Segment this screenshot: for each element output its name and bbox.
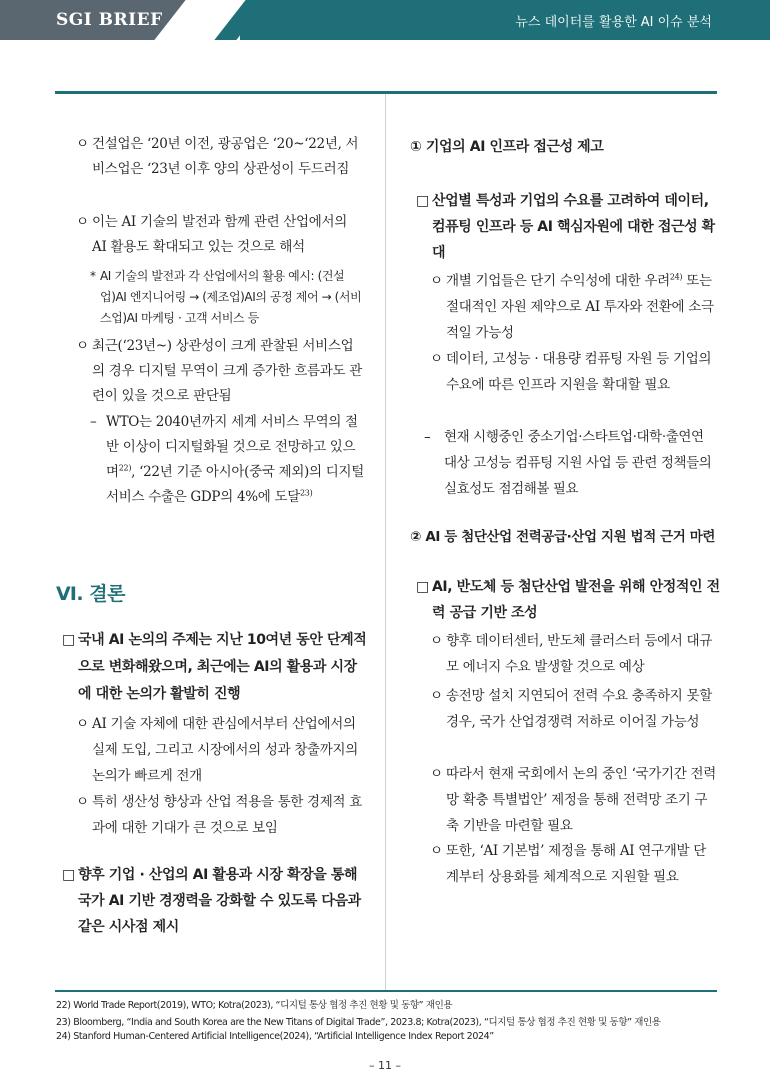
- note-text: AI 기술의 발전과 각 산업에서의 활용 예시: (건설업)AI 엔지니어링 → (제조업)AI의 공정 제어 → (서비스업)AI 마케팅 · 고객 서비스 등: [100, 269, 362, 325]
- bullet-text: 또한, ‘AI 기본법’ 제정을 통해 AI 연구개발 단계부터 상용화를 체계적으로 지원할 필요: [446, 843, 706, 885]
- page-number: – 11 –: [369, 1059, 401, 1072]
- bullet-mark: ㅇ: [76, 716, 89, 732]
- right-bullet-6: [410, 838, 718, 890]
- left-dash-wto: [56, 410, 364, 510]
- bullet-mark: ㅇ: [430, 273, 443, 289]
- right-main-1: [410, 188, 720, 266]
- bullet-text: 따라서 현재 국회에서 논의 중인 ‘국가기간 전력망 확충 특별법안’ 제정을 통해 전력망 조기 구축 기반을 마련할 필요: [446, 766, 717, 834]
- right-bullet-3: [410, 628, 718, 680]
- right-main-text: 산업별 특성과 기업의 수요를 고려하여 데이터, 컴퓨팅 인프라 등 AI 핵심자원에 대한 접근성 확대: [432, 193, 715, 261]
- bullet-mark: ㅇ: [430, 688, 443, 704]
- bullet-mark: ㅇ: [76, 136, 89, 152]
- conclusion-main-2: [56, 862, 368, 940]
- conclusion-main-1: [56, 627, 368, 708]
- section-title: Ⅵ. 결론: [56, 583, 125, 605]
- left-note-example: [56, 266, 368, 329]
- bottom-rule: [55, 990, 717, 992]
- left-bullet-1: [56, 132, 364, 182]
- dash-mark: –: [424, 429, 431, 445]
- right-heading-2: ② AI 등 첨단산업 전력공급·산업 지원 법적 근거 마련: [410, 529, 716, 545]
- bullet-text: 특히 생산성 향상과 산업 적용을 통한 경제적 효과에 대한 기대가 큰 것으로 보임: [92, 794, 363, 836]
- box-mark: □: [62, 632, 75, 648]
- conclusion-bullet-1: [56, 711, 364, 789]
- right-bullet-1: [410, 268, 718, 346]
- footnote-24: 24) Stanford Human-Centered Artificial Intelligence(2024), “Artificial Intelligence Index Report 2024”: [56, 1031, 494, 1042]
- right-main-text: AI, 반도체 등 첨단산업 발전을 위해 안정적인 전력 공급 기반 조성: [432, 579, 720, 621]
- footnote-ref-23[interactable]: 23): [299, 488, 313, 498]
- bullet-mark: ㅇ: [430, 766, 443, 782]
- dash-text: [56, 410, 364, 510]
- bullet-text: AI 기술 자체에 대한 관심에서부터 산업에서의 실제 도입, 그리고 시장에서의 성과 창출까지의 논의가 빠르게 전개: [92, 716, 359, 784]
- conclusion-text: 국내 AI 논의의 주제는 지난 10여년 동안 단계적으로 변화해왔으며, 최근에는 AI의 활용과 시장에 대한 논의가 활발히 진행: [78, 632, 367, 702]
- footnote-ref-22[interactable]: 22): [118, 463, 132, 473]
- right-bullet-5: [410, 761, 718, 839]
- right-bullet-4: [410, 683, 718, 735]
- conclusion-bullet-2: [56, 789, 364, 841]
- dash-text-a: WTO는 2040년까지 세계 서비스 무역의 절반 이상이 디지털화될 것으로 전망하고 있으며: [106, 414, 358, 480]
- bullet-text-b: 또는 절대적인 자원 제약으로 AI 투자와 전환에 소극적일 가능성: [446, 273, 714, 341]
- bullet-mark: ㅇ: [430, 633, 443, 649]
- box-mark: □: [416, 579, 429, 595]
- bullet-text: 최근(‘23년~) 상관성이 크게 관찰된 서비스업의 경우 디지털 무역이 크게 증가한 흐름과도 관련이 있을 것으로 판단됨: [92, 338, 363, 404]
- top-rule: [55, 91, 717, 94]
- brand-title: SGI BRIEF: [56, 10, 163, 30]
- bullet-mark: ㅇ: [76, 338, 89, 354]
- page-header: [0, 0, 770, 40]
- footnote-22: 22) World Trade Report(2019), WTO; Kotra(2023), “디지털 통상 협정 추진 현황 및 동향” 재인용: [56, 1000, 453, 1011]
- box-mark: □: [62, 867, 75, 883]
- bullet-text: 이는 AI 기술의 발전과 함께 관련 산업에서의 AI 활용도 확대되고 있는 것으로 해석: [92, 214, 348, 255]
- bullet-text: [410, 268, 718, 346]
- bullet-text: 데이터, 고성능 · 대용량 컴퓨팅 자원 등 기업의 수요에 따른 인프라 지원을 확대할 필요: [446, 351, 712, 393]
- dash-text: 현재 시행중인 중소기업·스타트업·대학·출연연 대상 고성능 컴퓨팅 지원 사업 등 관련 정책들의 실효성도 점검해볼 필요: [444, 429, 712, 497]
- dash-mark: –: [90, 414, 97, 430]
- conclusion-text: 향후 기업 · 산업의 AI 활용과 시장 확장을 통해 국가 AI 기반 경쟁력을 강화할 수 있도록 다음과 같은 시사점 제시: [78, 867, 361, 935]
- right-dash-1: [410, 424, 720, 502]
- box-mark: □: [416, 193, 429, 209]
- right-bullet-2: [410, 346, 718, 398]
- note-mark: *: [90, 269, 96, 283]
- bullet-mark: ㅇ: [76, 214, 89, 230]
- left-bullet-2: [56, 210, 364, 260]
- bullet-text: 건설업은 ‘20년 이전, 광공업은 ‘20~‘22년, 서비스업은 ‘23년 이후 양의 상관성이 두드러짐: [92, 136, 359, 177]
- bullet-text: 송전망 설치 지연되어 전력 수요 충족하지 못할 경우, 국가 산업경쟁력 저하로 이어질 가능성: [446, 688, 713, 730]
- left-bullet-3: [56, 334, 364, 409]
- bullet-mark: ㅇ: [430, 843, 443, 859]
- footnote-ref-24[interactable]: 24): [669, 272, 683, 282]
- header-report-title: 뉴스 데이터를 활용한 AI 이슈 분석: [515, 15, 712, 30]
- bullet-mark: ㅇ: [430, 351, 443, 367]
- column-divider: [385, 94, 386, 990]
- bullet-mark: ㅇ: [76, 794, 89, 810]
- dash-text-b: , ‘22년 기준 아시아(중국 제외)의 디지털 서비스 수출은 GDP의 4%에 도달: [106, 464, 364, 505]
- bullet-text: 향후 데이터센터, 반도체 클러스터 등에서 대규모 에너지 수요 발생할 것으로 예상: [446, 633, 713, 675]
- right-heading-1: ① 기업의 AI 인프라 접근성 제고: [410, 139, 604, 155]
- footnote-23: 23) Bloomberg, “India and South Korea are the New Titans of Digital Trade”, 2023.8; Kotra(2023), “디지털 통상 협정 추진 현황 및 동향” 재인용: [56, 1017, 661, 1028]
- right-main-2: [410, 574, 720, 626]
- bullet-text-a: 개별 기업들은 단기 수익성에 대한 우려: [446, 273, 670, 289]
